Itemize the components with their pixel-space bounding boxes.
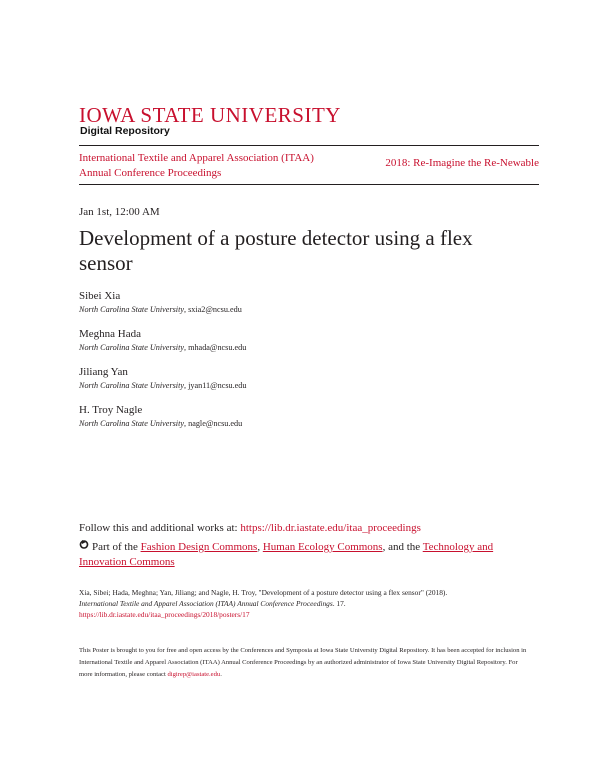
citation-journal: International Textile and Apparel Association (ITAA) Annual Conference Proceedings — [79, 599, 333, 608]
author-affiliation: North Carolina State University, nagle@ncsu.edu — [79, 419, 243, 428]
header-divider-top — [79, 145, 539, 146]
part-of-line — [79, 539, 509, 570]
repository-notice — [79, 645, 529, 681]
human-ecology-commons-link[interactable]: Human Ecology Commons — [262, 541, 383, 553]
author-name: Meghna Hada — [79, 328, 142, 340]
follow-prefix: Follow this and additional works at: — [79, 522, 241, 534]
repository-subtitle: Digital Repository — [80, 125, 170, 137]
author-affiliation: North Carolina State University, mhada@ncsu.edu — [79, 343, 247, 352]
author-name: Sibei Xia — [79, 290, 121, 302]
citation-url-link[interactable]: https://lib.dr.iastate.edu/itaa_proceedings/2018/posters/17 — [79, 610, 250, 619]
author-affiliation: North Carolina State University, sxia2@ncsu.edu — [79, 305, 242, 314]
proceedings-link[interactable]: https://lib.dr.iastate.edu/itaa_proceedings — [240, 522, 421, 534]
author-name: Jiliang Yan — [79, 366, 128, 378]
fashion-design-commons-link[interactable]: Fashion Design Commons — [140, 541, 258, 553]
technology-innovation-commons-link[interactable]: Technology and Innovation Commons — [79, 541, 494, 568]
citation-authors: Xia, Sibei; Hada, Meghna; Yan, Jiliang; and Nagle, H. Troy, "Development of a posture detector using a flex sensor" (2018). — [79, 588, 448, 597]
author-affiliation: North Carolina State University, jyan11@ncsu.edu — [79, 381, 247, 390]
separator: , — [257, 541, 263, 553]
notice-end: . — [220, 671, 222, 678]
event-date: Jan 1st, 12:00 AM — [79, 206, 160, 218]
university-logo: IOWA STATE UNIVERSITY — [79, 103, 341, 127]
part-of-prefix: Part of the — [92, 541, 141, 553]
notice-text: This Poster is brought to you for free and open access by the Conferences and Symposia at Iowa State University Digital Repository. It has been accepted for inclusion in International Textile and Apparel Association (ITAA) Annual Conference Proceedings by an authorized administrator of Iowa State University Digital Repository. For more information, please contact — [79, 647, 527, 678]
separator: , and the — [382, 541, 423, 553]
open-access-icon — [79, 539, 89, 551]
contact-email-link[interactable]: digirep@iastate.edu — [167, 671, 221, 678]
page-title: Development of a posture detector using a flex sensor — [79, 226, 473, 275]
series-title-link[interactable]: International Textile and Apparel Association (ITAA) Annual Conference Proceedings — [79, 152, 314, 179]
follow-line — [79, 522, 421, 534]
citation-volume: . 17. — [332, 599, 346, 608]
header-divider-bottom — [79, 184, 539, 185]
author-name: H. Troy Nagle — [79, 404, 143, 416]
citation-block — [79, 587, 539, 620]
conference-link[interactable]: 2018: Re-Imagine the Re-Newable — [385, 157, 539, 169]
